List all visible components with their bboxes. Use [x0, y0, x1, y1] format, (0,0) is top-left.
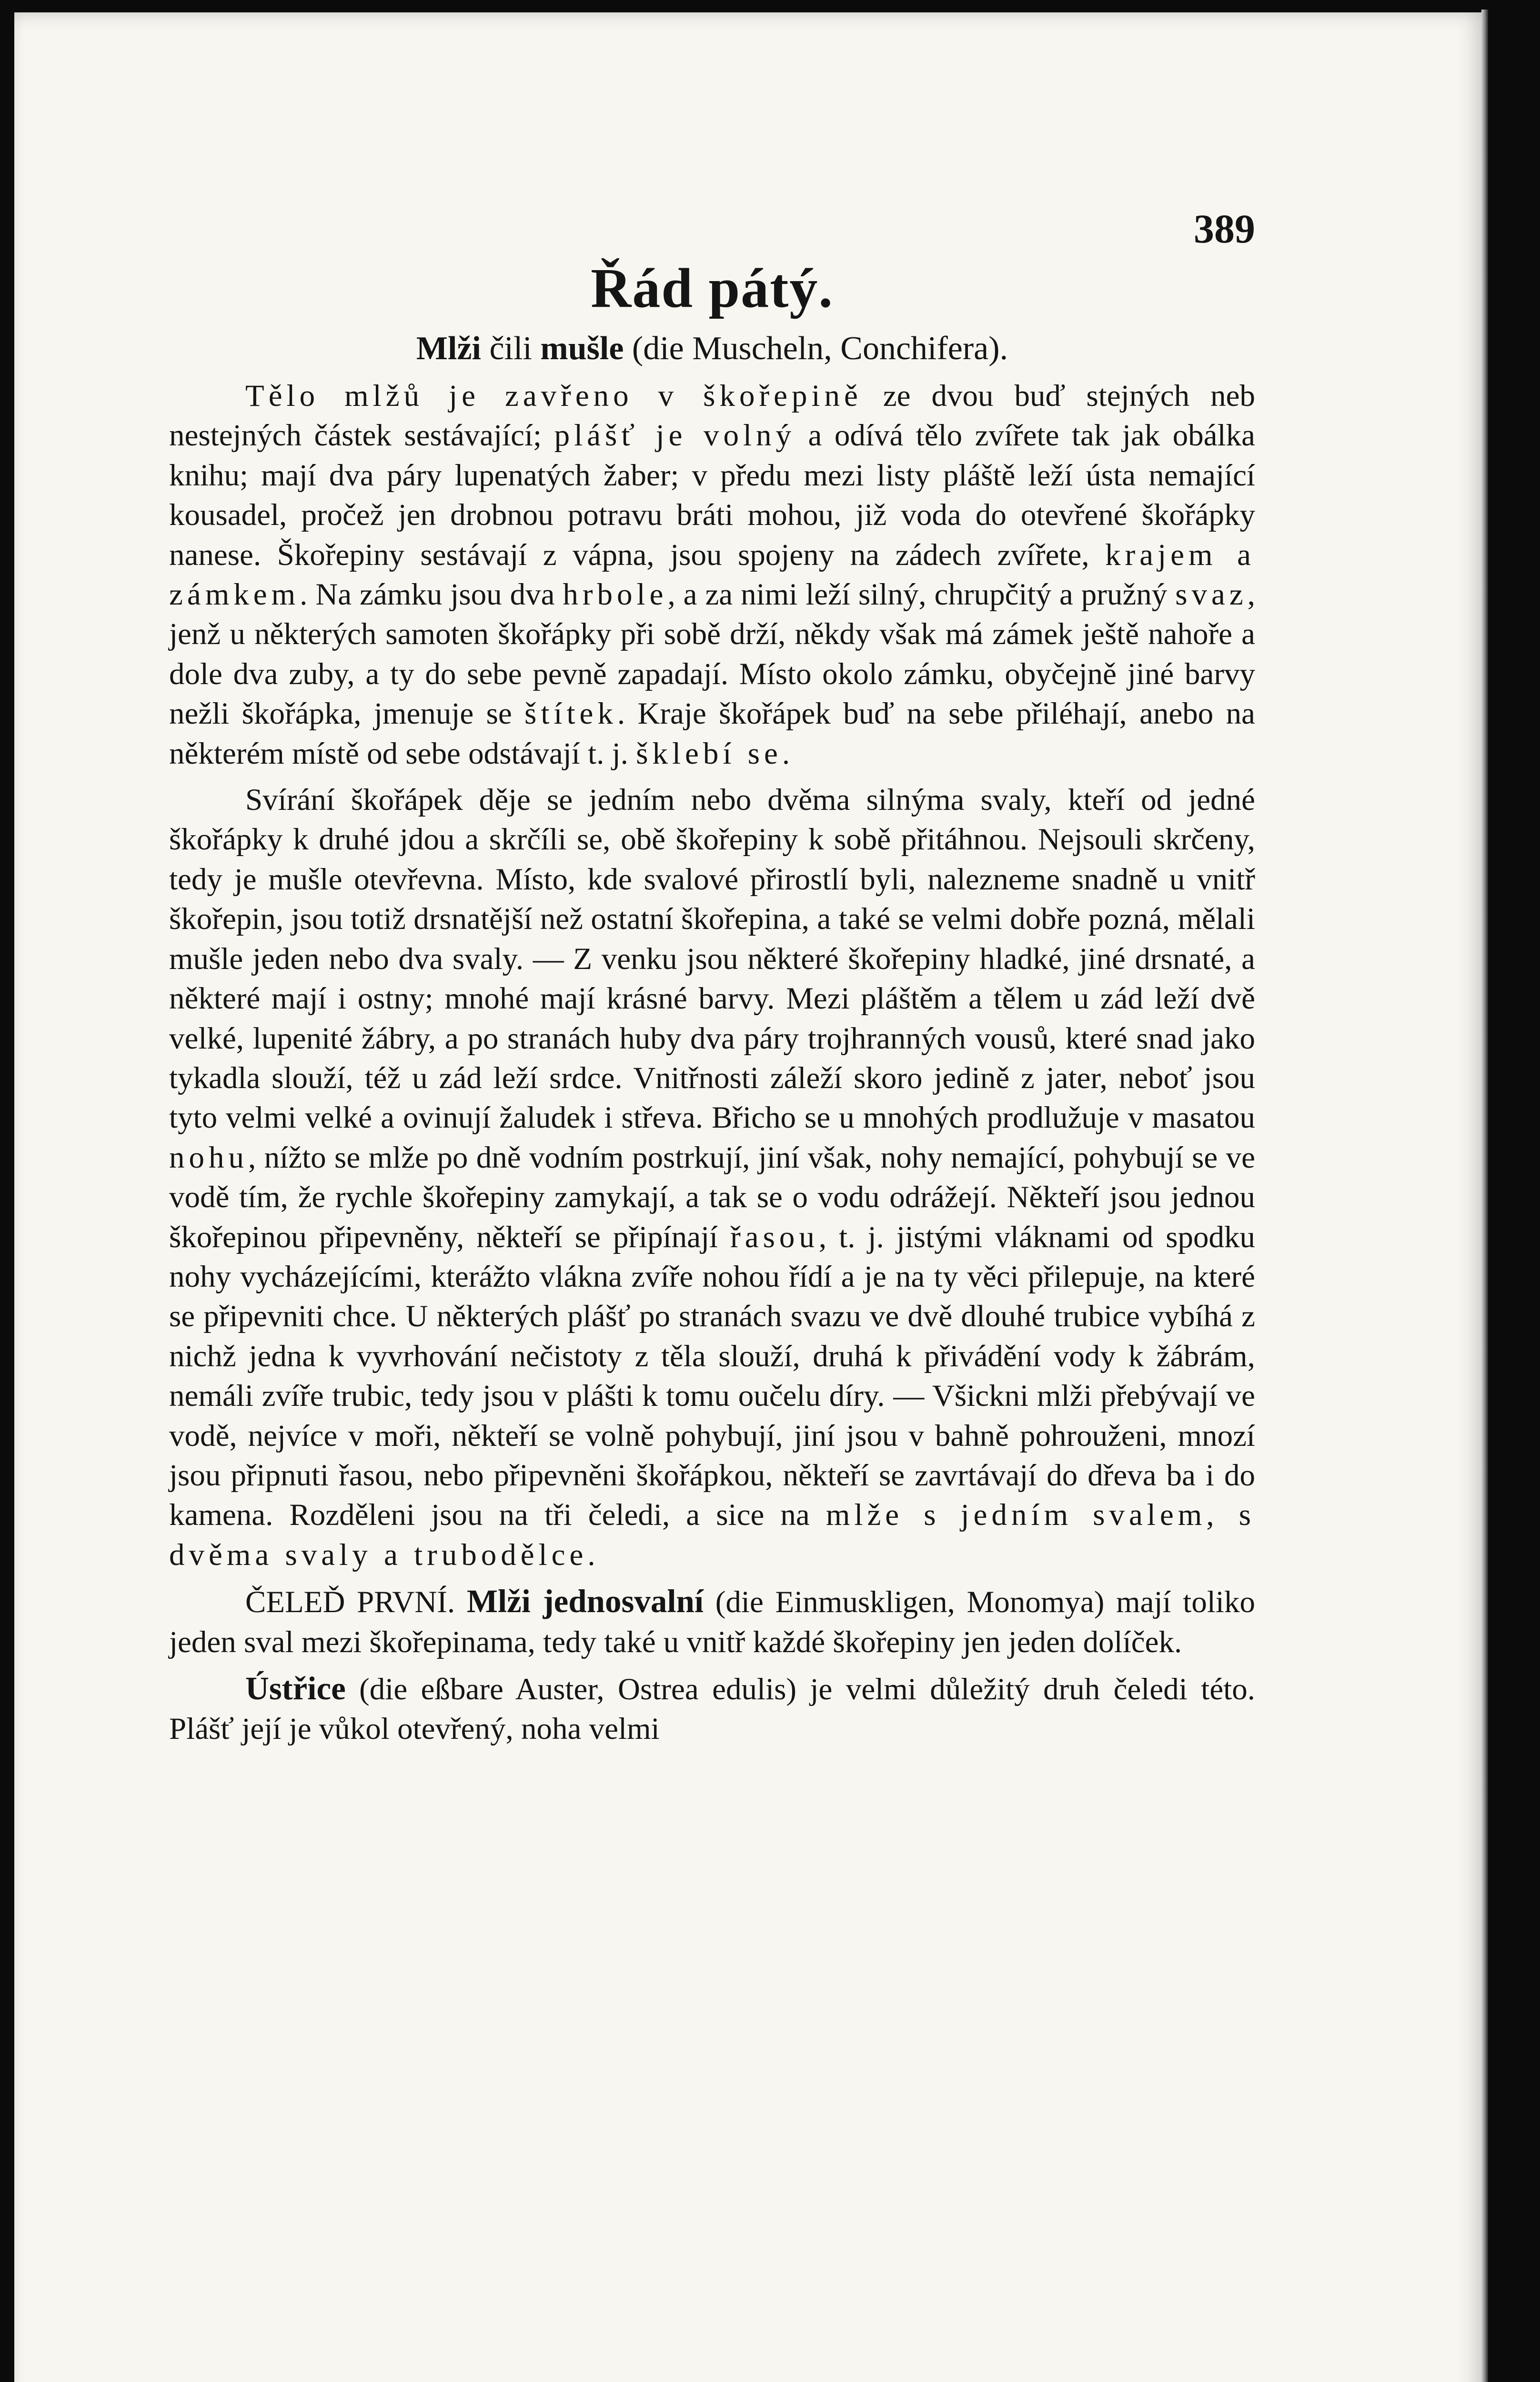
page-edge: [1481, 10, 1488, 2382]
spaced-term: štítek: [524, 696, 617, 731]
text-run: , nížto se mlže po dně vodním postrkují, jiní však, nohy nemající, pohybují se ve vodě tím, že rychle škořepiny zamykají, a tak se o vodu odrážejí. Někteří jsou jednou škořepinou připevněny, někteří se připínají: [169, 1140, 1255, 1254]
spaced-term: krajem a zámkem: [169, 537, 1255, 612]
page-number: 389: [1194, 206, 1255, 252]
text-run: , t. j. jistými vláknami od spodku nohy vycházejícími, kterážto vlákna zvíře nohou řídí a je na ty věci přilepuje, na které se připevniti chce. U některých plášť po stranách svazu ve dvě dlouhé trubice vybíhá z nichž jedna k vyvrhování nečistoty z těla slouží, druhá k přivádění vody k žábrám, nemáli zvíře trubic, tedy jsou v plášti k tomu oučelu díry. — Všickni mlži přebývají ve vodě, nejvíce v moři, někteří se volně pohybují, jiní jsou v bahně pohrouženi, mnozí jsou připnuti řasou, nebo připevněni škořápkou, někteří se zavrtávají do dřeva ba i do kamena. Rozděleni jsou na tři čeledi, a sice na: [169, 1220, 1256, 1533]
text-run: .: [587, 1537, 595, 1572]
spaced-term: šklebí se: [636, 736, 782, 771]
spaced-term: mlže s jedním svalem, s dvěma svaly a trubodělce: [169, 1498, 1255, 1572]
chapter-subtitle: [169, 326, 1255, 372]
spaced-term: nohu: [169, 1140, 248, 1175]
text-run: a odívá tělo zvířete tak jak obálka knihu; mají dva páry lupenatých žaber; v předu mezi listy pláště leží ústa nemající kousadel, pročež jen drobnou potravu bráti mohou, již voda do otevřené škořápky nanese. Škořepiny sestávají z vápna, jsou spojeny na zádech zvířete,: [169, 418, 1255, 572]
paragraph-3: [169, 1582, 1255, 1662]
paragraph-2: [169, 780, 1255, 1575]
text-run: . Na zámku jsou dva: [300, 577, 563, 612]
text-run: , a za nimi leží silný, chrupčitý a pružný: [667, 577, 1176, 612]
subtitle-paren: (die Muscheln, Conchifera).: [624, 330, 1008, 367]
spaced-term: hrbole: [563, 577, 668, 612]
text-run: , jenž u některých samoten škořápky při sobě drží, někdy však má zámek ještě nahoře a dole dva zuby, a ty do sebe pevně zapadají. Místo okolo zámku, obyčejně jiné barvy nežli škořápka, jmenuje se: [169, 577, 1255, 731]
spaced-term: svaz: [1175, 577, 1248, 612]
paragraph-1: [169, 376, 1255, 774]
subtitle-bold-musle: mušle: [540, 330, 624, 367]
subtitle-conj: čili: [481, 330, 541, 367]
spaced-term: plášť je volný: [554, 418, 796, 453]
family-heading: ČELEĎ PRVNÍ.: [245, 1585, 467, 1620]
page: [169, 205, 1255, 1749]
subtitle-bold-mlzi: Mlži: [416, 330, 481, 367]
text-run: . Kraje škořápek buď na sebe přiléhají, anebo na některém místě od sebe odstávají t. j.: [169, 696, 1255, 771]
chapter-title: Řád pátý.: [591, 257, 834, 319]
text-run: (die eßbare Auster, Ostrea edulis) je velmi důležitý druh čeledi této. Plášť její je vůkol otevřený, noha velmi: [169, 1672, 1255, 1746]
spaced-term: Tělo mlžů je zavřeno v škořepině: [245, 379, 862, 413]
paragraph-4: [169, 1669, 1255, 1749]
bold-term: Mlži jednosvalní: [466, 1583, 704, 1620]
spaced-term: řasou: [730, 1220, 819, 1254]
text-run: Svírání škořápek děje se jedním nebo dvěma silnýma svaly, kteří od jedné škořápky k druhé jdou a skrčíli se, obě škořepiny k sobě přitáhnou. Nejsouli skrčeny, tedy je mušle otevřevna. Místo, kde svalové přirostlí byli, nalezneme snadně u vnitř škořepin, jsou totiž drsnatější než ostatní škořepina, a také se velmi dobře pozná, mělali mušle jeden nebo dva svaly. — Z venku jsou některé škořepiny hladké, jiné drsnaté, a některé mají i ostny; mnohé mají krásné barvy. Mezi pláštěm a tělem u zád leží dvě velké, lupenité žábry, a po stranách huby dva páry trojhranných vousů, které snad jako tykadla slouží, též u zád leží srdce. Vnitřnosti záleží skoro jedině z jater, neboť jsou tyto velmi velké a ovinují žaludek i střeva. Břicho se u mnohých prodlužuje v masatou: [169, 783, 1255, 1135]
bold-term: Ústřice: [245, 1670, 346, 1706]
text-run: .: [782, 736, 790, 771]
text-run: (die Einmuskligen, Monomya) mají toliko jeden sval mezi škořepinama, tedy také u vnitř každé škořepiny jen jeden dolíček.: [169, 1585, 1255, 1659]
text-run: ze dvou buď stejných neb nestejných částek sestávající;: [169, 379, 1256, 453]
